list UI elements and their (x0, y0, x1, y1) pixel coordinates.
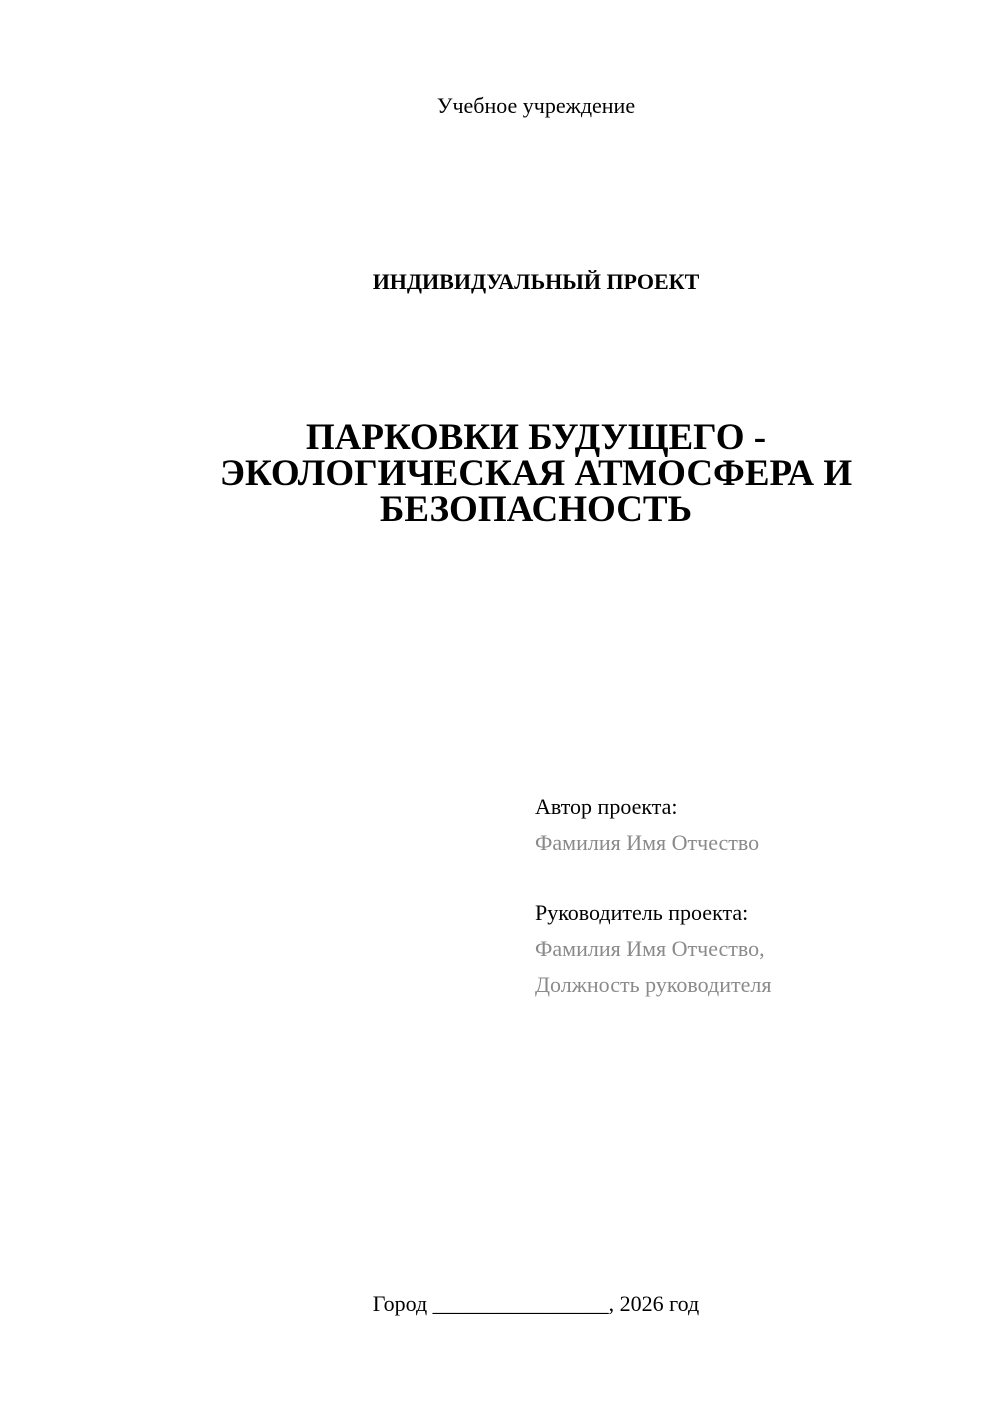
project-title-line-3: БЕЗОПАСНОСТЬ (379, 489, 693, 530)
project-info-block (535, 789, 771, 1003)
project-type-heading: ИНДИВИДУАЛЬНЫЙ ПРОЕКТ (372, 269, 700, 294)
project-title-line-1: ПАРКОВКИ БУДУЩЕГО - (305, 417, 767, 458)
institution-name: Учебное учреждение (436, 93, 636, 118)
project-title-line-2: ЭКОЛОГИЧЕСКАЯ АТМОСФЕРА И (219, 453, 853, 494)
supervisor-position: Должность руководителя (535, 972, 772, 997)
project-title (0, 417, 1000, 530)
author-name: Фамилия Имя Отчество (535, 830, 760, 855)
spacer (535, 861, 771, 895)
author-label: Автор проекта: (535, 794, 678, 819)
supervisor-name: Фамилия Имя Отчество, (535, 936, 765, 961)
city-year-footer: Город ________________, 2026 год (372, 1291, 700, 1316)
supervisor-label: Руководитель проекта: (535, 900, 749, 925)
